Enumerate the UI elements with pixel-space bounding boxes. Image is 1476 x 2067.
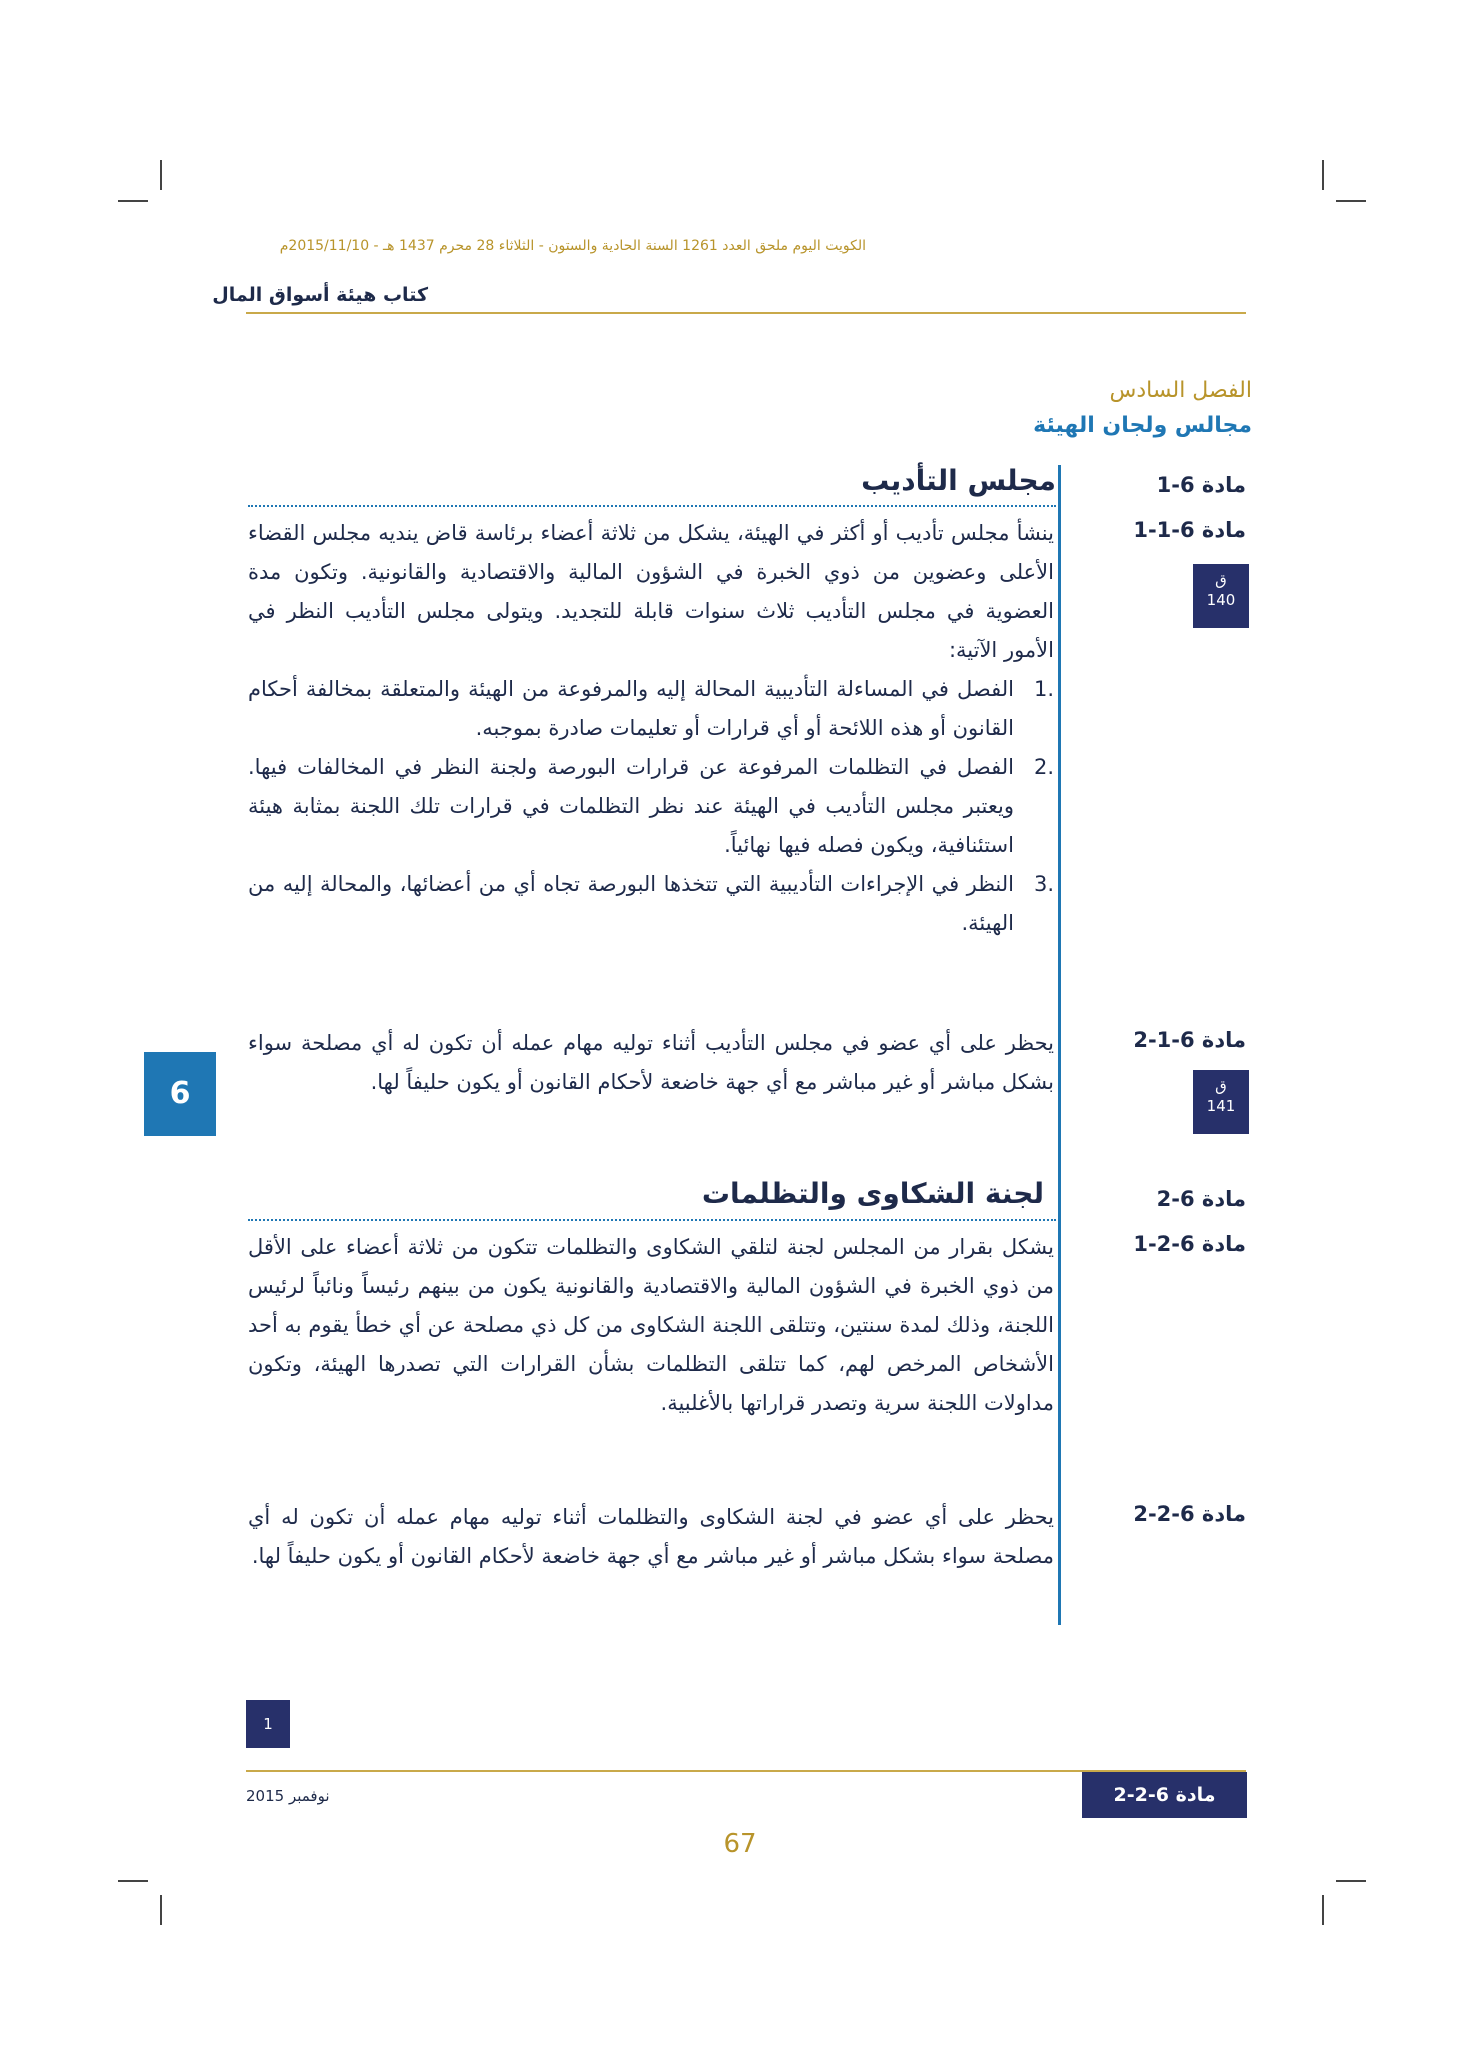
footer-article-tab: مادة 6-2-2 <box>1082 1772 1247 1818</box>
law-reference-letter: ق <box>1215 1077 1227 1095</box>
article-intro: ينشأ مجلس تأديب أو أكثر في الهيئة، يشكل من ثلاثة أعضاء برئاسة قاض ينديه مجلس القضاء الأعلى وعضوين من ذوي الخبرة في الشؤون المالية والاقتصادية والقانونية. وتكون مدة العضوية في مجلس التأديب ثلاث سنوات قابلة للتجديد. ويتولى مجلس التأديب النظر في الأمور الآتية: <box>248 521 1054 662</box>
crop-mark <box>1336 1880 1366 1882</box>
article-label: مادة 6-1-2 <box>1133 1028 1246 1052</box>
law-reference-number: 140 <box>1206 591 1236 609</box>
law-reference-number: 141 <box>1206 1097 1236 1115</box>
list-number: .3 <box>1033 872 1054 896</box>
footer-date: نوفمبر 2015 <box>246 1787 330 1805</box>
crop-mark <box>1336 200 1366 202</box>
crop-mark <box>118 200 148 202</box>
article-text: يحظر على أي عضو في مجلس التأديب أثناء توليه مهام عمله أن تكون له أي مصلحة سواء بشكل مباشر أو غير مباشر مع أي جهة خاضعة لأحكام القانون أو يكون حليفاً لها. <box>248 1031 1054 1094</box>
list-text: النظر في الإجراءات التأديبية التي تتخذها البورصة تجاه أي من أعضائها، والمحالة إليه من الهيئة. <box>248 872 1014 935</box>
article-body <box>248 1498 1054 1576</box>
book-title: كتاب هيئة أسواق المال <box>212 284 428 306</box>
section-title-complaints-committee: لجنة الشكاوى والتظلمات <box>701 1177 1044 1210</box>
list-number: .1 <box>1033 677 1054 701</box>
law-reference-letter: ق <box>1215 571 1227 589</box>
list-text: الفصل في المساءلة التأديبية المحالة إليه والمرفوعة من الهيئة والمتعلقة بمخالفة أحكام القانون أو هذه اللائحة أو أي قرارات أو تعليمات صادرة بموجبه. <box>248 677 1014 740</box>
chapter-side-tab: 6 <box>144 1052 216 1136</box>
article-label: مادة 6-1-1 <box>1133 518 1246 542</box>
crop-mark <box>160 1895 162 1925</box>
article-vertical-rule <box>1058 465 1061 1625</box>
crop-mark <box>1322 160 1324 190</box>
section-title-disciplinary-board: مجلس التأديب <box>861 464 1056 497</box>
article-label: مادة 6-2-2 <box>1133 1502 1246 1526</box>
article-body <box>248 514 1054 943</box>
article-text: يحظر على أي عضو في لجنة الشكاوى والتظلمات أثناء توليه مهام عمله أن تكون له أي مصلحة سواء بشكل مباشر أو غير مباشر مع أي جهة خاضعة لأحكام القانون أو يكون حليفاً لها. <box>248 1505 1054 1568</box>
list-item <box>248 670 1054 748</box>
article-label: مادة 6-2 <box>1156 1187 1246 1211</box>
header-rule <box>246 312 1246 314</box>
article-label: مادة 6-2-1 <box>1133 1232 1246 1256</box>
law-reference-badge <box>1193 564 1249 628</box>
law-reference-badge <box>1193 1070 1249 1134</box>
chapter-subtitle: مجالس ولجان الهيئة <box>1033 413 1252 438</box>
page-index-box: 1 <box>246 1700 290 1748</box>
list-text: الفصل في التظلمات المرفوعة عن قرارات البورصة ولجنة النظر في المخالفات فيها. ويعتبر مجلس التأديب في الهيئة عند نظر التظلمات في قرارات تلك اللجنة بمثابة هيئة استئنافية، ويكون فصله فيها نهائياً. <box>248 755 1014 857</box>
list-number: .2 <box>1033 755 1054 779</box>
article-text: يشكل بقرار من المجلس لجنة لتلقي الشكاوى والتظلمات تتكون من ثلاثة أعضاء على الأقل من ذوي الخبرة في الشؤون المالية والاقتصادية والقانونية يكون من بينهم رئيساً ونائباً لرئيس اللجنة، وذلك لمدة سنتين، وتتلقى اللجنة الشكاوى من كل ذي مصلحة عن أي خطأ يقوم به أحد الأشخاص المرخص لهم، كما تتلقى التظلمات بشأن القرارات التي تصدرها الهيئة، وتكون مداولات اللجنة سرية وتصدر قراراتها بالأغلبية. <box>248 1235 1054 1415</box>
crop-mark <box>160 160 162 190</box>
list-item <box>248 748 1054 865</box>
article-body <box>248 1024 1054 1102</box>
gazette-meta-line: الكويت اليوم ملحق العدد 1261 السنة الحادية والستون - الثلاثاء 28 محرم 1437 هـ - 2015/11/10م <box>279 238 866 254</box>
list-item <box>248 865 1054 943</box>
chapter-title: الفصل السادس <box>1109 378 1252 403</box>
crop-mark <box>118 1880 148 1882</box>
article-label: مادة 6-1 <box>1156 473 1246 497</box>
article-body <box>248 1228 1054 1423</box>
section-dotted-rule <box>248 505 1056 507</box>
section-dotted-rule <box>248 1219 1056 1221</box>
crop-mark <box>1322 1895 1324 1925</box>
page-number: 67 <box>723 1829 757 1859</box>
